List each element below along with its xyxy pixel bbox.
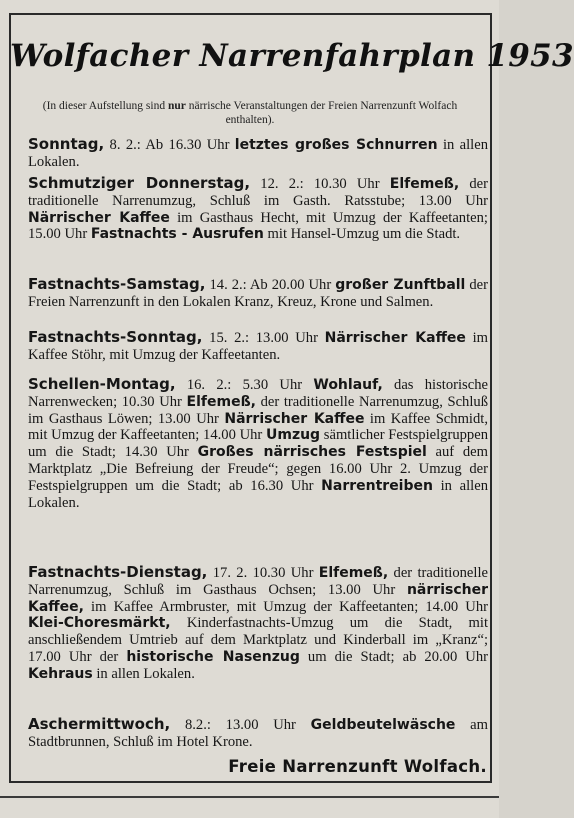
subtitle-post: närrische Veranstaltungen der Freien Narrenzunft Wolfach enthalten).: [185, 100, 458, 126]
event-name: Närrischer Kaffee: [224, 410, 365, 427]
entry-text: im Gasthaus Hecht, mit Umzug der Kaffeetanten; 15.00 Uhr: [28, 209, 488, 243]
entry-date-label: Fastnachts-Samstag,: [28, 275, 206, 293]
entry-text: im Kaffee Stöhr, mit Umzug der Kaffeetanten.: [28, 330, 488, 363]
subtitle-emphasis: nur: [167, 100, 186, 112]
entry-text: in allen Lokalen.: [92, 665, 195, 682]
subtitle-note: [40, 99, 460, 127]
entry-text: der Freien Narrenzunft in den Lokalen Kranz, Kreuz, Krone und Salmen.: [28, 277, 488, 310]
entry-date-label: Fastnachts-Sonntag,: [28, 328, 203, 346]
entry-text: sämtlicher Festspielgruppen um die Stadt; 14.30 Uhr: [28, 427, 488, 461]
event-name: Geldbeutelwäsche: [310, 717, 456, 733]
event-name: letztes großes Schnurren: [234, 137, 438, 153]
entry-text: 16. 2.: 5.30 Uhr: [175, 377, 314, 393]
event-name: Umzug: [265, 427, 321, 444]
entry-date-label: Schellen-Montag,: [28, 375, 176, 393]
event-name: großer Zunftball: [335, 277, 466, 293]
event-name: Großes närrisches Festspiel: [197, 444, 427, 461]
entry-text: um die Stadt; ab 20.00 Uhr: [299, 648, 488, 665]
event-name: Wohlauf,: [313, 377, 383, 393]
entry-text: der traditionelle Narrenumzug, Schluß im Gasthaus Ochsen; 13.00 Uhr: [28, 565, 488, 598]
event-name: Kehraus: [28, 665, 93, 682]
entry-text: 14. 2.: Ab 20.00 Uhr: [205, 277, 336, 293]
entry-date-label: Schmutziger Donnerstag,: [28, 174, 251, 192]
entry-text: am Stadtbrunnen, Schluß im Hotel Krone.: [28, 717, 488, 750]
entry-aschermittwoch: [28, 716, 488, 751]
entry-text: der traditionelle Narrenumzug, Schluß im Gasthaus Löwen; 13.00 Uhr: [28, 393, 489, 427]
entry-date-label: Fastnachts-Dienstag,: [28, 563, 208, 581]
entry-text: 8.2.: 13.00 Uhr: [170, 717, 311, 733]
page-title: Wolfacher Narrenfahrplan 1953: [10, 38, 574, 74]
event-name: Elfemeß,: [389, 176, 460, 192]
event-name: Elfemeß,: [318, 565, 389, 581]
entry-text: im Kaffee Armbruster, mit Umzug der Kaffeetanten; 14.00 Uhr: [83, 598, 488, 615]
entry-fastnachts-samstag: [28, 276, 488, 311]
entry-schellen-montag: [28, 376, 488, 511]
entry-text: 15. 2.: 13.00 Uhr: [202, 330, 325, 346]
event-name: närrischer Kaffee,: [28, 581, 488, 615]
event-name: historische Nasenzug: [126, 648, 300, 665]
event-name: Elfemeß,: [186, 393, 256, 410]
entry-text: Kinderfastnachts-Umzug um die Stadt, mit anschließendem Umtrieb auf dem Marktplatz und Kinderball im „Kranz“; 17.00 Uhr der: [28, 615, 488, 665]
entry-date-label: Aschermittwoch,: [28, 715, 171, 733]
event-name: Klei-Choresmärkt,: [28, 615, 171, 632]
entry-text: der traditionelle Narrenumzug, Schluß im Gasth. Ratsstube; 13.00 Uhr: [28, 176, 488, 209]
divider-rule: [0, 796, 499, 798]
entry-fastnachts-sonntag: [28, 329, 488, 364]
entry-fastnachts-dienstag: [28, 564, 488, 683]
entry-date-label: Sonntag,: [28, 135, 105, 153]
entry-text: 17. 2. 10.30 Uhr: [207, 565, 319, 581]
event-name: Fastnachts - Ausrufen: [90, 226, 264, 243]
entry-text: in allen Lokalen.: [28, 137, 488, 170]
event-name: Närrischer Kaffee: [28, 209, 170, 226]
entry-text: das historische Narrenwecken; 10.30 Uhr: [28, 377, 488, 410]
entry-text: in allen Lokalen.: [28, 477, 488, 511]
signature-line: Freie Narrenzunft Wolfach.: [228, 757, 487, 776]
entry-sonntag: [28, 136, 488, 171]
subtitle-pre: (In dieser Aufstellung sind: [42, 100, 168, 112]
entry-text: 12. 2.: 10.30 Uhr: [250, 176, 390, 192]
entry-schmutziger-donnerstag: [28, 175, 488, 243]
entry-text: mit Hansel-Umzug um die Stadt.: [263, 226, 461, 243]
entry-text: im Kaffee Schmidt, mit Umzug der Kaffeetanten; 14.00 Uhr: [28, 410, 488, 444]
entry-text: 8. 2.: Ab 16.30 Uhr: [104, 137, 235, 153]
entry-text: auf dem Marktplatz „Die Befreiung der Freude“; gegen 16.00 Uhr 2. Umzug der Festspielgruppen um die Stadt; ab 16.30 Uhr: [28, 444, 489, 494]
event-name: Närrischer Kaffee: [324, 330, 466, 346]
event-name: Narrentreiben: [321, 477, 433, 494]
